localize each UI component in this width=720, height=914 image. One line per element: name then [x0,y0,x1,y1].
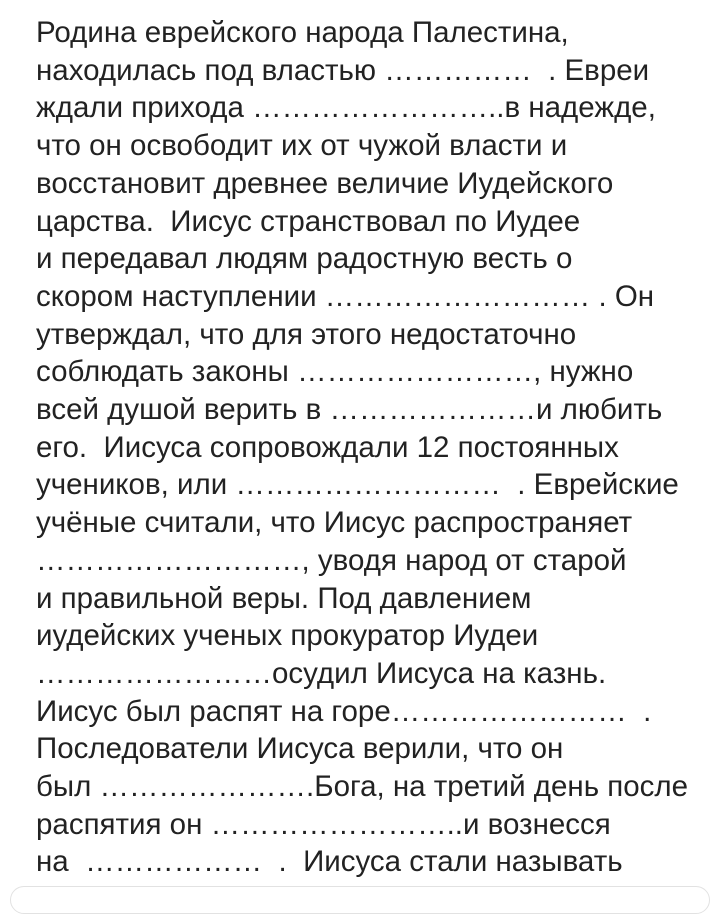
text-line: находилась под властью …………… . Евреи [36,53,650,87]
text-line: всей душой верить в …………………и любить [36,393,663,427]
text-line: иудейских ученых прокуратор Иудеи [36,619,539,653]
text-line: на ……………… . Иисуса стали называть [36,845,623,879]
text-line: учеников, или ……………………… . Еврейские [36,468,679,502]
text-line: Родина еврейского народа Палестина, [36,16,569,49]
text-line: учёные считали, что Иисус распространяет [36,506,633,540]
text-line: утверждал, что для этого недостаточно [36,317,577,351]
text-line: был ………………….Бога, на третий день после [36,770,689,804]
text-line: ждали прихода ……………………..в надежде, [36,91,656,125]
text-line: скором наступлении ……………………… . Он [36,279,655,313]
text-line: и передавал людям радостную весть о [36,242,573,276]
document-text [36,14,716,881]
text-line: Последователи Иисуса верили, что он [36,732,564,766]
text-line: его. Иисуса сопровождали 12 постоянных [36,430,619,464]
text-line: соблюдать законы ……………………, нужно [36,355,634,389]
text-line: царства. Иисус странствовал по Иудее [36,204,581,238]
text-line: ……………………осудил Иисуса на казнь. [36,656,607,690]
text-line: восстановит древнее величие Иудейского [36,166,614,200]
text-line: ………………………, уводя народ от старой [36,543,627,577]
text-line: Иисус был распят на горе…………………… . [36,694,652,728]
text-line: и правильной веры. Под давлением [36,581,532,615]
bottom-panel-edge [10,886,710,914]
text-line: что он освободит их от чужой власти и [36,129,568,163]
text-line: распятия он ……………………..и вознесся [36,807,611,841]
